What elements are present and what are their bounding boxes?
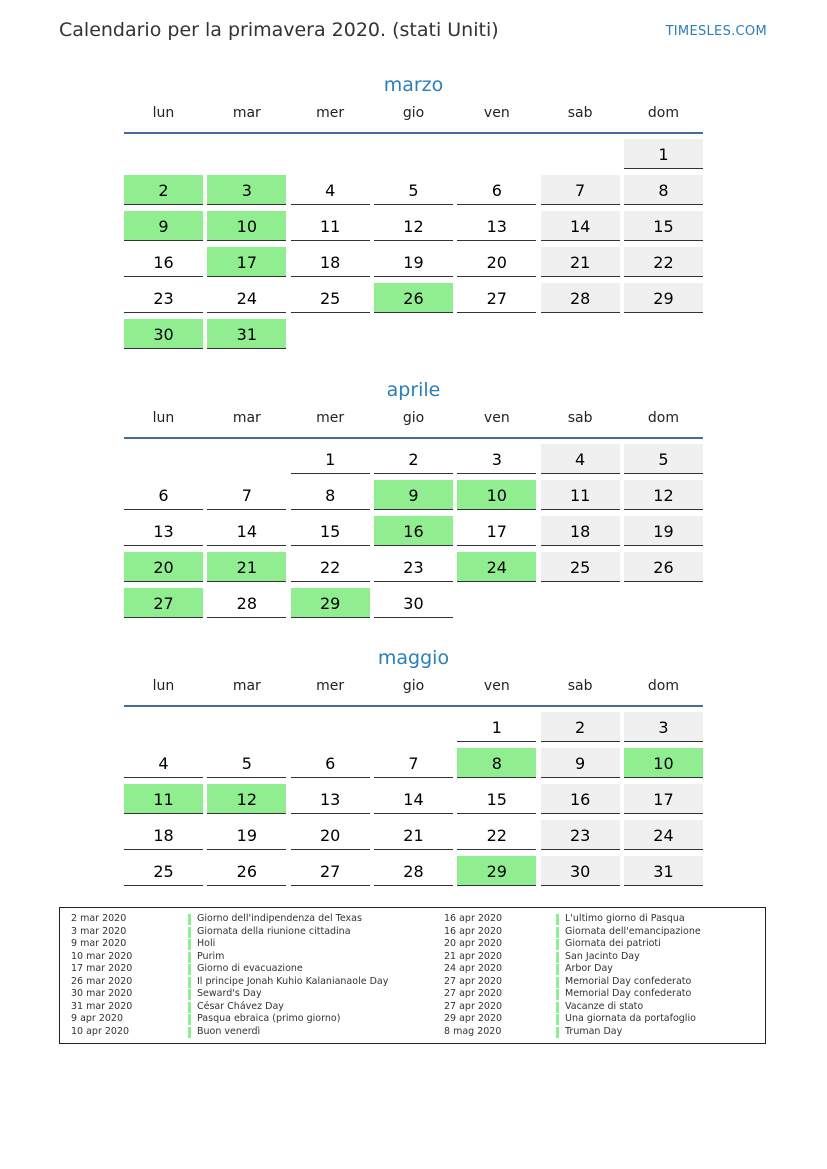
legend-holiday-name: Una giornata da portafoglio — [565, 1013, 696, 1024]
week-row — [124, 175, 703, 206]
day-cell: 13 — [457, 211, 536, 241]
day-cell: 14 — [207, 516, 286, 546]
weekday-header — [124, 405, 703, 431]
empty-cell — [291, 712, 370, 741]
day-cell: 6 — [457, 175, 536, 205]
empty-cell — [374, 319, 453, 348]
weekday-label: mar — [232, 410, 261, 426]
month-divider — [124, 132, 703, 134]
day-cell: 24 — [624, 820, 703, 850]
day-cell: 2 — [374, 444, 453, 474]
day-cell: 16 — [374, 516, 453, 546]
legend-entry — [71, 1001, 441, 1014]
legend-date: 24 apr 2020 — [444, 963, 503, 974]
legend-marker — [556, 927, 559, 938]
weekday-label: lun — [152, 678, 175, 694]
legend-entry — [444, 926, 764, 939]
day-cell: 22 — [291, 552, 370, 582]
legend-marker — [556, 914, 559, 925]
month-divider — [124, 437, 703, 439]
day-cell: 10 — [457, 480, 536, 510]
legend-column-right — [444, 913, 764, 1038]
legend-date: 3 mar 2020 — [71, 925, 127, 937]
weekday-label: sab — [567, 410, 593, 426]
day-cell: 16 — [541, 784, 620, 814]
legend-date: 2 mar 2020 — [71, 913, 127, 924]
day-cell: 1 — [457, 712, 536, 742]
legend-marker — [188, 927, 191, 938]
day-cell: 11 — [541, 480, 620, 510]
weekday-label: gio — [402, 105, 425, 121]
legend-marker — [188, 977, 191, 988]
week-row — [124, 516, 703, 547]
legend-holiday-name: Truman Day — [565, 1025, 623, 1037]
day-cell: 8 — [457, 748, 536, 778]
empty-cell — [541, 319, 620, 348]
day-cell: 26 — [624, 552, 703, 582]
day-cell: 16 — [124, 247, 203, 277]
weekday-label: dom — [647, 105, 680, 121]
week-row — [124, 139, 703, 170]
week-row — [124, 247, 703, 278]
legend-marker — [188, 914, 191, 925]
legend-holiday-name: Memorial Day confederato — [565, 988, 692, 999]
weekday-label: dom — [647, 678, 680, 694]
legend-holiday-name: Buon venerdì — [197, 1025, 261, 1037]
legend-holiday-name: Holi — [197, 938, 216, 949]
day-cell: 30 — [374, 588, 453, 618]
day-cell: 10 — [207, 211, 286, 241]
day-cell: 22 — [457, 820, 536, 850]
legend-entry — [71, 913, 441, 926]
legend-marker — [188, 952, 191, 963]
legend-marker — [188, 1027, 191, 1038]
legend-marker — [556, 1027, 559, 1038]
weekday-label: ven — [483, 410, 510, 426]
legend-marker — [188, 1002, 191, 1013]
day-cell: 15 — [624, 211, 703, 241]
legend-marker — [556, 1014, 559, 1025]
legend-entry — [444, 963, 764, 976]
day-cell: 24 — [207, 283, 286, 313]
legend-entry — [444, 976, 764, 989]
week-row — [124, 552, 703, 583]
legend-entry — [71, 988, 441, 1001]
day-cell: 4 — [291, 175, 370, 205]
legend-holiday-name: Giornata della riunione cittadina — [197, 925, 351, 937]
day-cell: 20 — [124, 552, 203, 582]
legend-entry — [444, 988, 764, 1001]
day-cell: 5 — [207, 748, 286, 778]
day-cell: 7 — [541, 175, 620, 205]
empty-cell — [624, 319, 703, 348]
day-cell: 2 — [541, 712, 620, 742]
day-cell: 21 — [207, 552, 286, 582]
day-cell: 24 — [457, 552, 536, 582]
day-cell: 26 — [207, 856, 286, 886]
legend-date: 31 mar 2020 — [71, 1000, 133, 1012]
week-grid — [124, 712, 703, 892]
legend-holiday-name: Giorno dell'indipendenza del Texas — [197, 913, 362, 924]
legend-entry — [71, 1013, 441, 1026]
day-cell: 12 — [624, 480, 703, 510]
day-cell: 19 — [624, 516, 703, 546]
month-maggio — [124, 643, 703, 892]
weekday-label: mar — [232, 105, 261, 121]
empty-cell — [374, 139, 453, 168]
holiday-legend — [59, 907, 766, 1044]
day-cell: 17 — [624, 784, 703, 814]
legend-entry — [444, 1026, 764, 1039]
legend-entry — [71, 951, 441, 964]
empty-cell — [374, 712, 453, 741]
legend-holiday-name: Memorial Day confederato — [565, 975, 692, 987]
weekday-label: gio — [402, 410, 425, 426]
week-row — [124, 784, 703, 815]
weekday-label: mer — [316, 410, 345, 426]
day-cell: 23 — [374, 552, 453, 582]
page-title: Calendario per la primavera 2020. (stati Uniti) — [59, 19, 499, 41]
weekday-label: mer — [316, 105, 345, 121]
week-row — [124, 480, 703, 511]
weekday-label: sab — [567, 105, 593, 121]
weekday-label: ven — [483, 678, 510, 694]
legend-holiday-name: Arbor Day — [565, 963, 613, 974]
legend-entry — [444, 1013, 764, 1026]
legend-date: 8 mag 2020 — [444, 1025, 502, 1037]
empty-cell — [124, 139, 203, 168]
day-cell: 23 — [124, 283, 203, 313]
legend-holiday-name: Giornata dei patrioti — [565, 938, 661, 949]
day-cell: 3 — [207, 175, 286, 205]
day-cell: 29 — [624, 283, 703, 313]
legend-entry — [71, 926, 441, 939]
empty-cell — [541, 588, 620, 617]
day-cell: 4 — [541, 444, 620, 474]
day-cell: 1 — [291, 444, 370, 474]
week-row — [124, 588, 703, 619]
day-cell: 30 — [124, 319, 203, 349]
legend-holiday-name: Purim — [197, 950, 225, 962]
week-row — [124, 211, 703, 242]
legend-entry — [444, 951, 764, 964]
legend-holiday-name: Il principe Jonah Kuhio Kalanianaole Day — [197, 975, 389, 987]
legend-date: 29 apr 2020 — [444, 1013, 503, 1024]
empty-cell — [291, 139, 370, 168]
week-row — [124, 319, 703, 350]
weekday-label: dom — [647, 410, 680, 426]
empty-cell — [207, 444, 286, 473]
legend-entry — [444, 938, 764, 951]
legend-marker — [556, 977, 559, 988]
day-cell: 18 — [124, 820, 203, 850]
day-cell: 12 — [374, 211, 453, 241]
legend-date: 21 apr 2020 — [444, 950, 503, 962]
legend-marker — [188, 964, 191, 975]
weekday-label: mar — [232, 678, 261, 694]
month-aprile — [124, 375, 703, 624]
day-cell: 25 — [291, 283, 370, 313]
legend-date: 9 mar 2020 — [71, 938, 127, 949]
day-cell: 29 — [291, 588, 370, 618]
day-cell: 21 — [374, 820, 453, 850]
legend-marker — [556, 989, 559, 1000]
day-cell: 31 — [624, 856, 703, 886]
day-cell: 27 — [124, 588, 203, 618]
day-cell: 20 — [291, 820, 370, 850]
day-cell: 13 — [124, 516, 203, 546]
legend-marker — [188, 1014, 191, 1025]
weekday-label: gio — [402, 678, 425, 694]
day-cell: 8 — [624, 175, 703, 205]
day-cell: 29 — [457, 856, 536, 886]
week-row — [124, 712, 703, 743]
legend-date: 10 apr 2020 — [71, 1025, 130, 1037]
legend-marker — [556, 952, 559, 963]
legend-marker — [556, 1002, 559, 1013]
day-cell: 21 — [541, 247, 620, 277]
weekday-label: mer — [316, 678, 345, 694]
day-cell: 28 — [374, 856, 453, 886]
day-cell: 19 — [207, 820, 286, 850]
day-cell: 25 — [541, 552, 620, 582]
day-cell: 27 — [457, 283, 536, 313]
empty-cell — [457, 588, 536, 617]
day-cell: 2 — [124, 175, 203, 205]
day-cell: 13 — [291, 784, 370, 814]
empty-cell — [457, 139, 536, 168]
legend-entry — [71, 1026, 441, 1039]
legend-entry — [71, 963, 441, 976]
legend-date: 27 apr 2020 — [444, 975, 503, 987]
day-cell: 31 — [207, 319, 286, 349]
legend-date: 27 apr 2020 — [444, 1000, 503, 1012]
month-title: marzo — [383, 74, 444, 96]
day-cell: 15 — [291, 516, 370, 546]
day-cell: 30 — [541, 856, 620, 886]
legend-holiday-name: San Jacinto Day — [565, 950, 640, 962]
legend-holiday-name: Giorno di evacuazione — [197, 963, 303, 974]
legend-date: 16 apr 2020 — [444, 913, 503, 924]
week-row — [124, 283, 703, 314]
day-cell: 20 — [457, 247, 536, 277]
legend-holiday-name: Giornata dell'emancipazione — [565, 925, 701, 937]
empty-cell — [457, 319, 536, 348]
legend-date: 27 apr 2020 — [444, 988, 503, 999]
legend-holiday-name: L'ultimo giorno di Pasqua — [565, 913, 685, 924]
day-cell: 6 — [291, 748, 370, 778]
day-cell: 6 — [124, 480, 203, 510]
day-cell: 5 — [374, 175, 453, 205]
weekday-label: lun — [152, 105, 175, 121]
day-cell: 8 — [291, 480, 370, 510]
day-cell: 27 — [291, 856, 370, 886]
day-cell: 14 — [374, 784, 453, 814]
weekday-header — [124, 100, 703, 126]
weekday-label: ven — [483, 105, 510, 121]
legend-marker — [188, 939, 191, 950]
week-row — [124, 856, 703, 887]
month-title: maggio — [377, 647, 450, 669]
weekday-header — [124, 673, 703, 699]
week-row — [124, 820, 703, 851]
empty-cell — [541, 139, 620, 168]
legend-date: 9 apr 2020 — [71, 1013, 124, 1024]
day-cell: 11 — [124, 784, 203, 814]
empty-cell — [624, 588, 703, 617]
day-cell: 9 — [124, 211, 203, 241]
legend-date: 16 apr 2020 — [444, 925, 503, 937]
month-title: aprile — [386, 379, 441, 401]
legend-marker — [188, 989, 191, 1000]
day-cell: 7 — [374, 748, 453, 778]
empty-cell — [207, 139, 286, 168]
legend-holiday-name: Pasqua ebraica (primo giorno) — [197, 1013, 341, 1024]
day-cell: 9 — [374, 480, 453, 510]
day-cell: 3 — [457, 444, 536, 474]
legend-date: 10 mar 2020 — [71, 950, 133, 962]
week-row — [124, 748, 703, 779]
empty-cell — [291, 319, 370, 348]
legend-date: 26 mar 2020 — [71, 975, 133, 987]
week-grid — [124, 444, 703, 624]
month-divider — [124, 705, 703, 707]
day-cell: 19 — [374, 247, 453, 277]
legend-holiday-name: Seward's Day — [197, 988, 262, 999]
day-cell: 22 — [624, 247, 703, 277]
weekday-label: sab — [567, 678, 593, 694]
day-cell: 5 — [624, 444, 703, 474]
day-cell: 14 — [541, 211, 620, 241]
site-link[interactable]: TIMESLES.COM — [665, 24, 767, 39]
legend-column-left — [71, 913, 441, 1038]
week-row — [124, 444, 703, 475]
day-cell: 4 — [124, 748, 203, 778]
empty-cell — [124, 712, 203, 741]
legend-entry — [71, 976, 441, 989]
day-cell: 18 — [291, 247, 370, 277]
day-cell: 18 — [541, 516, 620, 546]
day-cell: 17 — [457, 516, 536, 546]
day-cell: 7 — [207, 480, 286, 510]
legend-marker — [556, 939, 559, 950]
legend-entry — [71, 938, 441, 951]
legend-entry — [444, 913, 764, 926]
day-cell: 3 — [624, 712, 703, 742]
day-cell: 26 — [374, 283, 453, 313]
day-cell: 17 — [207, 247, 286, 277]
day-cell: 1 — [624, 139, 703, 169]
month-marzo — [124, 70, 703, 355]
day-cell: 28 — [207, 588, 286, 618]
legend-entry — [444, 1001, 764, 1014]
legend-holiday-name: Vacanze di stato — [565, 1000, 644, 1012]
day-cell: 9 — [541, 748, 620, 778]
legend-holiday-name: César Chávez Day — [197, 1000, 284, 1012]
weekday-label: lun — [152, 410, 175, 426]
legend-marker — [556, 964, 559, 975]
legend-date: 20 apr 2020 — [444, 938, 503, 949]
legend-date: 30 mar 2020 — [71, 988, 133, 999]
day-cell: 25 — [124, 856, 203, 886]
day-cell: 23 — [541, 820, 620, 850]
empty-cell — [124, 444, 203, 473]
day-cell: 28 — [541, 283, 620, 313]
day-cell: 11 — [291, 211, 370, 241]
day-cell: 10 — [624, 748, 703, 778]
legend-date: 17 mar 2020 — [71, 963, 133, 974]
empty-cell — [207, 712, 286, 741]
week-grid — [124, 139, 703, 355]
day-cell: 12 — [207, 784, 286, 814]
day-cell: 15 — [457, 784, 536, 814]
